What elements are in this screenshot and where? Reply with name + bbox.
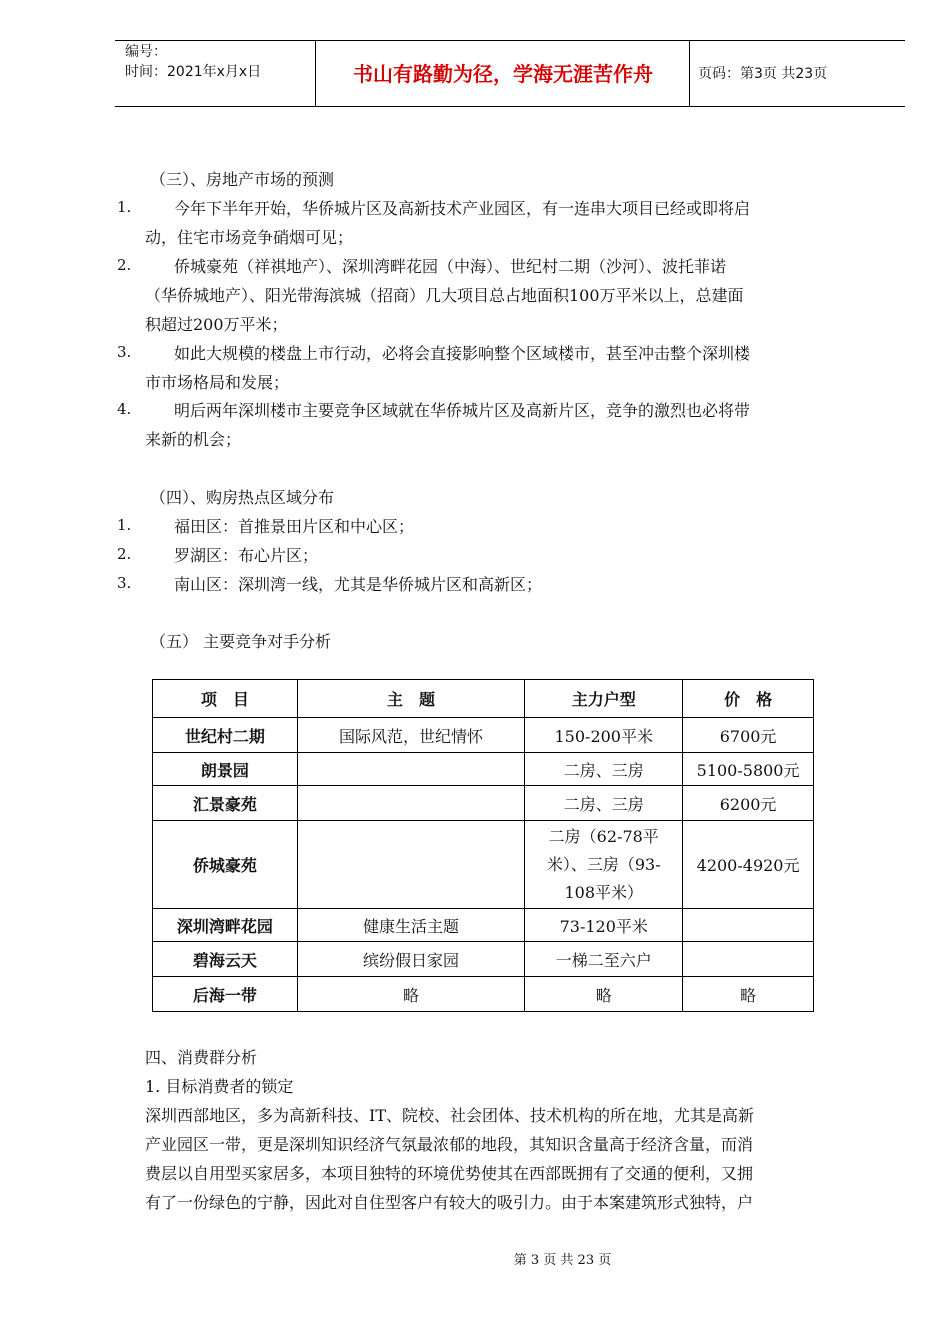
list-number: 2.	[117, 545, 132, 563]
list-number: 1.	[117, 516, 132, 534]
list-item-line: 市市场格局和发展；	[145, 373, 290, 392]
price-cell: 6700元	[683, 718, 814, 753]
project-name: 深圳湾畔花园	[153, 909, 298, 942]
competitor-table	[152, 679, 814, 1012]
list-number: 4.	[117, 400, 132, 418]
consumer-title: 四、消费群分析	[145, 1048, 258, 1067]
project-name: 汇景豪苑	[153, 786, 298, 821]
time-label: 时间：2021年x月x日	[125, 64, 262, 80]
price-cell: 6200元	[683, 786, 814, 821]
column-header: 项 目	[153, 680, 298, 718]
project-name: 世纪村二期	[153, 718, 298, 753]
theme-cell: 健康生活主题	[297, 909, 525, 942]
list-item-line: （华侨城地产）、阳光带海滨城（招商）几大项目总占地面积100万平米以上，总建面	[145, 286, 744, 305]
list-number: 1.	[117, 198, 132, 216]
table-row	[153, 942, 814, 977]
header-bottom-rule	[115, 106, 905, 107]
list-item-line: 罗湖区：布心片区；	[174, 546, 319, 565]
unit-type-cell: 二房（62-78平米）、三房（93-108平米）	[525, 821, 683, 909]
table-header-row	[153, 680, 814, 718]
list-item-line: 动，住宅市场竞争硝烟可见；	[145, 228, 354, 247]
price-cell: 4200-4920元	[683, 821, 814, 909]
unit-type-cell: 二房、三房	[525, 786, 683, 821]
header-meta	[125, 42, 261, 82]
paragraph-line: 深圳西部地区，多为高新科技、IT、院校、社会团体、技术机构的所在地，尤其是高新	[145, 1106, 754, 1125]
table-row	[153, 909, 814, 942]
theme-cell: 略	[297, 977, 525, 1012]
list-item-line: 南山区：深圳湾一线，尤其是华侨城片区和高新区；	[174, 575, 543, 594]
paragraph-line: 有了一份绿色的宁静，因此对自住型客户有较大的吸引力。由于本案建筑形式独特，户	[145, 1193, 754, 1212]
number-label: 编号：	[125, 44, 167, 60]
list-number: 2.	[117, 256, 132, 274]
list-item-line: 今年下半年开始，华侨城片区及高新技术产业园区，有一连串大项目已经或即将启	[174, 199, 751, 218]
project-name: 后海一带	[153, 977, 298, 1012]
price-cell: 5100-5800元	[683, 753, 814, 786]
section3-title: （三）、房地产市场的预测	[150, 170, 335, 189]
price-cell: 略	[683, 977, 814, 1012]
list-item-line: 来新的机会；	[145, 430, 242, 449]
theme-cell	[297, 786, 525, 821]
header-motto: 书山有路勤为径，学海无涯苦作舟	[353, 62, 653, 86]
table-row	[153, 753, 814, 786]
theme-cell	[297, 821, 525, 909]
unit-type-cell: 73-120平米	[525, 909, 683, 942]
consumer-subtitle: 1. 目标消费者的锁定	[145, 1077, 294, 1096]
theme-cell	[297, 753, 525, 786]
table-row	[153, 821, 814, 909]
list-number: 3.	[117, 343, 132, 361]
column-header: 价 格	[683, 680, 814, 718]
header-top-rule	[115, 40, 905, 41]
project-name: 侨城豪苑	[153, 821, 298, 909]
page-footer: 第 3 页 共 23 页	[513, 1253, 612, 1268]
price-cell	[683, 909, 814, 942]
list-item-line: 积超过200万平米；	[145, 315, 288, 334]
table-row	[153, 718, 814, 753]
section4-title: （四）、购房热点区域分布	[150, 488, 335, 507]
list-item-line: 如此大规模的楼盘上市行动，必将会直接影响整个区域楼市，甚至冲击整个深圳楼	[174, 344, 751, 363]
unit-type-cell: 150-200平米	[525, 718, 683, 753]
paragraph-line: 费层以自用型买家居多，本项目独特的环境优势使其在西部既拥有了交通的便利，又拥	[145, 1164, 754, 1183]
list-item-line: 侨城豪苑（祥祺地产）、深圳湾畔花园（中海）、世纪村二期（沙河）、波托菲诺	[174, 257, 727, 276]
project-name: 碧海云天	[153, 942, 298, 977]
table-row	[153, 786, 814, 821]
page-label: 页码：第3页 共23页	[698, 66, 828, 82]
column-header: 主力户型	[525, 680, 683, 718]
price-cell	[683, 942, 814, 977]
list-item-line: 明后两年深圳楼市主要竞争区域就在华侨城片区及高新片区，竞争的激烈也必将带	[174, 401, 751, 420]
section5-title: （五） 主要竞争对手分析	[150, 632, 332, 651]
list-number: 3.	[117, 574, 132, 592]
column-header: 主 题	[297, 680, 525, 718]
unit-type-cell: 二房、三房	[525, 753, 683, 786]
theme-cell: 国际风范，世纪情怀	[297, 718, 525, 753]
theme-cell: 缤纷假日家园	[297, 942, 525, 977]
table-row	[153, 977, 814, 1012]
project-name: 朗景园	[153, 753, 298, 786]
unit-type-cell: 一梯二至六户	[525, 942, 683, 977]
paragraph-line: 产业园区一带，更是深圳知识经济气氛最浓郁的地段，其知识含量高于经济含量，而消	[145, 1135, 754, 1154]
list-item-line: 福田区：首推景田片区和中心区；	[174, 517, 415, 536]
unit-type-cell: 略	[525, 977, 683, 1012]
